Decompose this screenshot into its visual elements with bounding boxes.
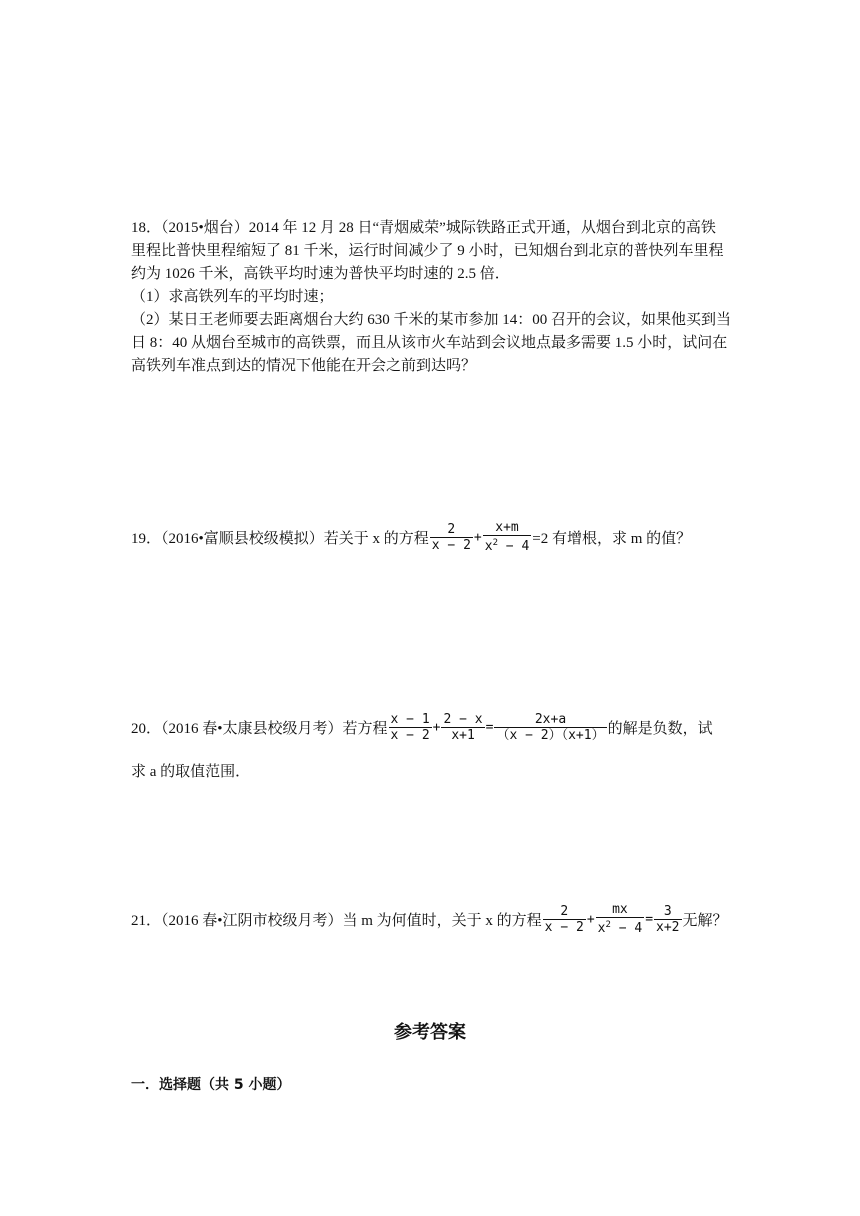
equals-sign: = xyxy=(645,911,654,927)
q20-line-2-text: 求 a 的取值范围． xyxy=(131,764,251,780)
q19-f1-numerator: 2 xyxy=(447,521,456,537)
question-19 xyxy=(131,520,691,554)
question-21 xyxy=(131,902,728,936)
den-exponent: 2 xyxy=(605,920,611,930)
q19-fraction-1 xyxy=(430,522,473,553)
q21-f1-numerator: 2 xyxy=(560,903,569,919)
den-exponent: 2 xyxy=(492,538,498,548)
q21-f2-numerator: mx xyxy=(612,902,628,917)
question-20 xyxy=(131,712,713,743)
q20-prefix: 20．（2016 春•太康县校级月考）若方程 xyxy=(131,721,388,737)
plus-sign: + xyxy=(432,720,441,735)
q20-line-2 xyxy=(131,760,250,781)
q18-line-7: 高铁列车准点到达的情况下他能在开会之前到达吗？ xyxy=(131,358,477,374)
q21-prefix: 21．（2016 春•江阴市校级月考）当 m 为何值时，关于 x 的方程 xyxy=(131,912,542,929)
q19-f2-numerator: x+m xyxy=(495,520,519,535)
q20-fraction-3 xyxy=(494,712,606,743)
q19-prefix: 19．（2016•富顺县校级模拟）若关于 x 的方程 xyxy=(131,530,429,547)
question-18 xyxy=(131,217,731,378)
answers-heading: 参考答案 xyxy=(394,1022,466,1043)
q20-f1-denominator: x − 2 xyxy=(390,728,430,743)
q21-f2-denominator xyxy=(596,918,645,936)
q18-line-5: （2）某日王老师要去距离烟台大约 630 千米的某市参加 14：00 召开的会议，如果他买到当 xyxy=(131,312,732,328)
q19-f1-denominator: x − 2 xyxy=(431,537,471,553)
section-title: 一．选择题（共 5 小题） xyxy=(131,1077,291,1093)
q20-fraction-1 xyxy=(389,712,432,743)
q20-suffix: 的解是负数，试 xyxy=(607,721,713,737)
q18-line-6: 日 8：40 从烟台至城市的高铁票，而且从该市火车站到会议地点最多需要 1.5 小时，试问在 xyxy=(131,335,728,351)
q20-f1-numerator: x − 1 xyxy=(390,712,430,727)
plus-sign: + xyxy=(473,529,482,545)
q21-f3-denominator: x+2 xyxy=(656,919,680,935)
q21-f3-numerator: 3 xyxy=(663,903,672,919)
equals-sign: = xyxy=(485,720,494,735)
den-rest: − 4 xyxy=(497,539,530,554)
q18-line-4: （1）求高铁列车的平均时速； xyxy=(131,289,334,305)
q21-fraction-1 xyxy=(543,904,586,935)
q18-line-2: 里程比普快里程缩短了 81 千米，运行时间减少了 9 小时，已知烟台到北京的普快列车里程 xyxy=(131,243,724,259)
q20-f2-denominator: x+1 xyxy=(451,728,475,743)
q19-f2-denominator xyxy=(483,536,532,554)
q19-fraction-2 xyxy=(483,520,532,554)
den-base: x xyxy=(597,921,606,936)
q18-line-1: 18．（2015•烟台）2014 年 12 月 28 日“青烟威荣”城际铁路正式开通，从烟台到北京的高铁 xyxy=(131,220,716,236)
q20-f3-denominator: （x − 2）（x+1） xyxy=(496,728,605,743)
q20-fraction-2 xyxy=(441,712,484,743)
q21-fraction-2 xyxy=(596,902,645,936)
den-rest: − 4 xyxy=(610,921,643,936)
q21-f1-denominator: x − 2 xyxy=(544,919,584,935)
q20-f3-numerator: 2x+a xyxy=(534,712,567,727)
den-base: x xyxy=(484,539,493,554)
q20-f2-numerator: 2 − x xyxy=(443,712,483,727)
q18-line-3: 约为 1026 千米，高铁平均时速为普快平均时速的 2.5 倍． xyxy=(131,266,510,282)
q21-suffix: 无解？ xyxy=(682,912,728,929)
q21-fraction-3 xyxy=(654,904,681,935)
plus-sign: + xyxy=(586,911,595,927)
q19-suffix: =2 有增根，求 m 的值？ xyxy=(532,530,692,547)
